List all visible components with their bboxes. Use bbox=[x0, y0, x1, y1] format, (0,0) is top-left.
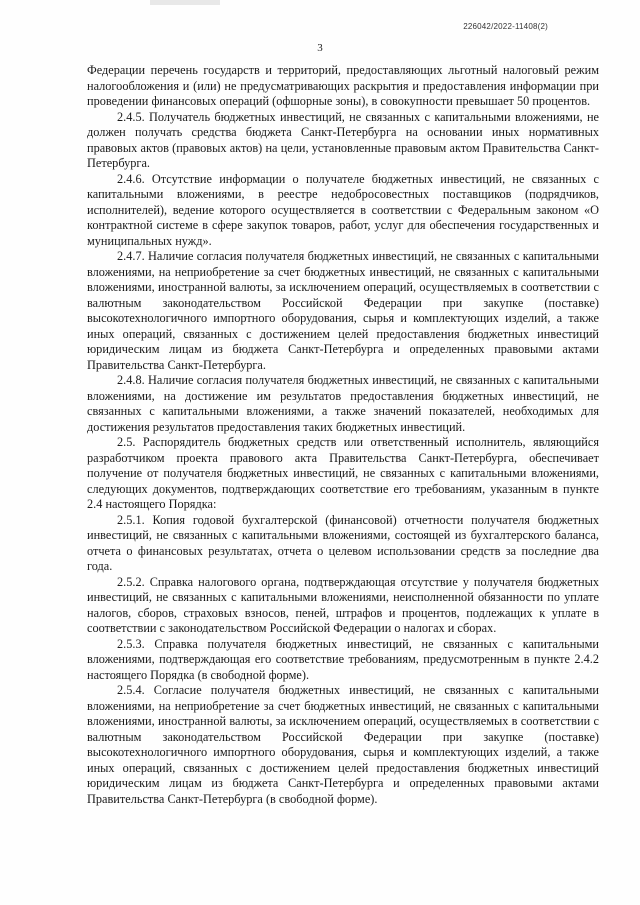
paragraph-2-5-4: 2.5.4. Согласие получателя бюджетных инвестиций, не связанных с капитальными вложениями, на неприобретение за счет бюджетных инвестиций, не связанных с капитальными вложениями, иностранной валюты, за исключением операций, осуществляемых в соответствии с валютным законодательством Российской Федерации при закупке (поставке) высокотехнологичного импортного оборудования, сырья и комплектующих изделий, а также иных операций, связанных с достижением целей предоставления бюджетных инвестиций юридическим лицам из бюджета Санкт-Петербурга и определенных правовыми актами Правительства Санкт-Петербурга (в свободной форме). bbox=[87, 683, 599, 806]
paragraph-2-5: 2.5. Распорядитель бюджетных средств или ответственный исполнитель, являющийся разработчиком проекта правового акта Правительства Санкт-Петербурга, обеспечивает получение от получателя бюджетных инвестиций, не связанных с капитальными вложениями, следующих документов, подтверждающих соответствие его требованиям, указанным в пункте 2.4 настоящего Порядка: bbox=[87, 435, 599, 511]
paragraph-2-5-1: 2.5.1. Копия годовой бухгалтерской (финансовой) отчетности получателя бюджетных инвестиций, не связанных с капитальными вложениями, состоящей из бухгалтерского баланса, отчета о финансовых результатах, отчета о целевом использовании средств за последние два года. bbox=[87, 512, 599, 573]
document-body bbox=[87, 63, 599, 807]
paragraph-2-4-8: 2.4.8. Наличие согласия получателя бюджетных инвестиций, не связанных с капитальными вложениями, на достижение им результатов предоставления бюджетных инвестиций, не связанных с капитальными вложениями, а также значений показателей, необходимых для достижения результатов предоставления таких бюджетных инвестиций. bbox=[87, 373, 599, 434]
paragraph-2-5-2: 2.5.2. Справка налогового органа, подтверждающая отсутствие у получателя бюджетных инвестиций, не связанных с капитальными вложениями, неисполненной обязанности по уплате налогов, сборов, страховых взносов, пеней, штрафов и процентов, подлежащих к уплате в соответствии с законодательством Российской Федерации о налогах и сборах. bbox=[87, 574, 599, 635]
scan-artifact bbox=[150, 0, 220, 5]
paragraph-2-5-3: 2.5.3. Справка получателя бюджетных инвестиций, не связанных с капитальными вложениями, подтверждающая его соответствие требованиям, предусмотренным в пункте 2.4.2 настоящего Порядка (в свободной форме). bbox=[87, 636, 599, 682]
document-registration-number: 226042/2022-11408(2) bbox=[463, 22, 548, 31]
paragraph-2-4-6: 2.4.6. Отсутствие информации о получателе бюджетных инвестиций, не связанных с капитальными вложениями, в реестре недобросовестных поставщиков (подрядчиков, исполнителей), ведение которого осуществляется в соответствии с Федеральным законом «О контрактной системе в сфере закупок товаров, работ, услуг для обеспечения государственных и муниципальных нужд». bbox=[87, 171, 599, 248]
paragraph-2-4-5: 2.4.5. Получатель бюджетных инвестиций, не связанных с капитальными вложениями, не должен получать средства бюджета Санкт-Петербурга на основании иных нормативных правовых актов (правовых актов) на цели, установленные правовым актом Правительства Санкт-Петербурга. bbox=[87, 109, 599, 170]
paragraph-2-4-7: 2.4.7. Наличие согласия получателя бюджетных инвестиций, не связанных с капитальными вложениями, на неприобретение за счет бюджетных инвестиций, не связанных с капитальными вложениями, иностранной валюты, за исключением операций, осуществляемых в соответствии с валютным законодательством Российской Федерации при закупке (поставке) высокотехнологичного импортного оборудования, сырья и комплектующих изделий, а также иных операций, связанных с достижением целей предоставления бюджетных инвестиций юридическим лицам из бюджета Санкт-Петербурга и определенных правовыми актами Правительства Санкт-Петербурга. bbox=[87, 249, 599, 372]
page-number: 3 bbox=[317, 42, 323, 54]
paragraph-continuation: Федерации перечень государств и территорий, предоставляющих льготный налоговый режим налогообложения и (или) не предусматривающих раскрытия и предоставления информации при проведении финансовых операций (офшорные зоны), в совокупности превышает 50 процентов. bbox=[87, 63, 599, 108]
